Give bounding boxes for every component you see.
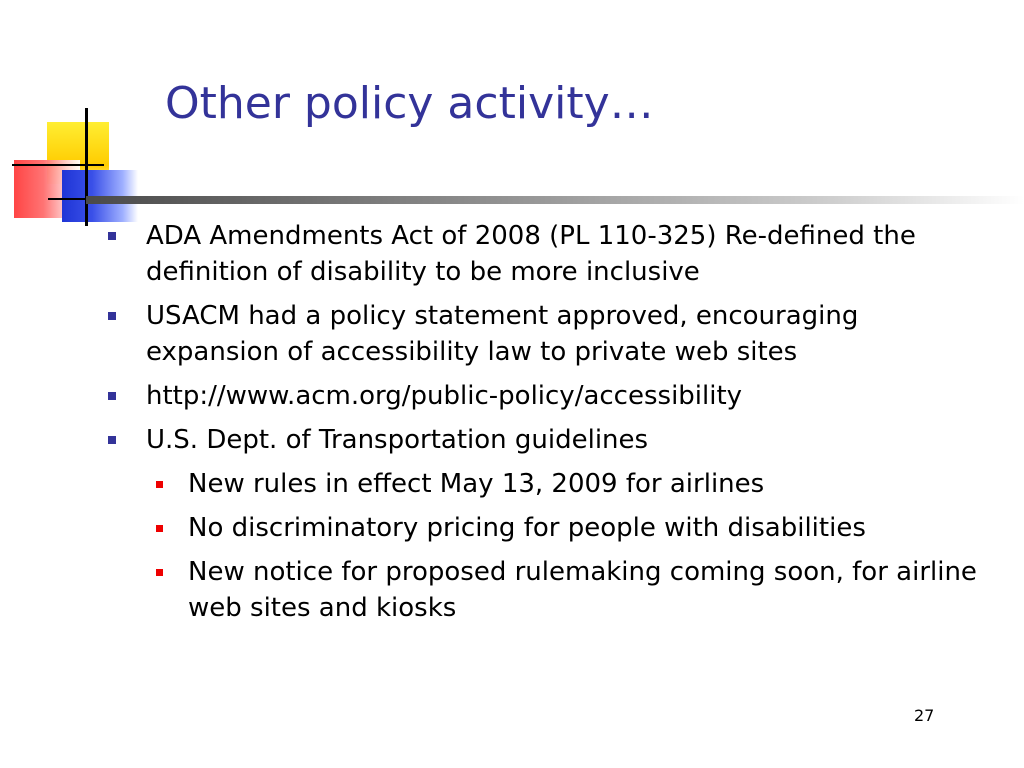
bullet-item — [108, 378, 988, 414]
sub-bullet-text: No discriminatory pricing for people with disabilities — [188, 513, 866, 543]
sub-bullet-item — [108, 466, 988, 502]
vertical-line-decoration — [85, 108, 88, 226]
slide-title: Other policy activity… — [165, 78, 654, 129]
sub-bullet-item — [108, 554, 988, 626]
square-bullet-icon — [108, 232, 116, 240]
title-underline — [86, 196, 1024, 204]
bullet-text: U.S. Dept. of Transportation guidelines — [146, 425, 649, 455]
red-square-bullet-icon — [156, 569, 163, 576]
bullet-list — [108, 218, 988, 634]
corner-decoration — [0, 100, 160, 230]
square-bullet-icon — [108, 392, 116, 400]
square-bullet-icon — [108, 436, 116, 444]
square-bullet-icon — [108, 312, 116, 320]
horizontal-line-decoration — [12, 164, 104, 166]
red-square-bullet-icon — [156, 525, 163, 532]
red-square-bullet-icon — [156, 481, 163, 488]
bullet-text: ADA Amendments Act of 2008 (PL 110-325) Re-defined the definition of disability to be more inclusive — [146, 221, 916, 287]
sub-bullet-item — [108, 510, 988, 546]
page-number: 27 — [914, 706, 935, 725]
bullet-item — [108, 422, 988, 458]
sub-bullet-text: New rules in effect May 13, 2009 for airlines — [188, 469, 765, 499]
sub-bullet-text: New notice for proposed rulemaking coming soon, for airline web sites and kiosks — [188, 557, 977, 623]
bullet-url-text: http://www.acm.org/public-policy/accessibility — [146, 381, 743, 411]
bullet-item — [108, 218, 988, 290]
bullet-item — [108, 298, 988, 370]
bullet-text: USACM had a policy statement approved, encouraging expansion of accessibility law to private web sites — [146, 301, 859, 367]
